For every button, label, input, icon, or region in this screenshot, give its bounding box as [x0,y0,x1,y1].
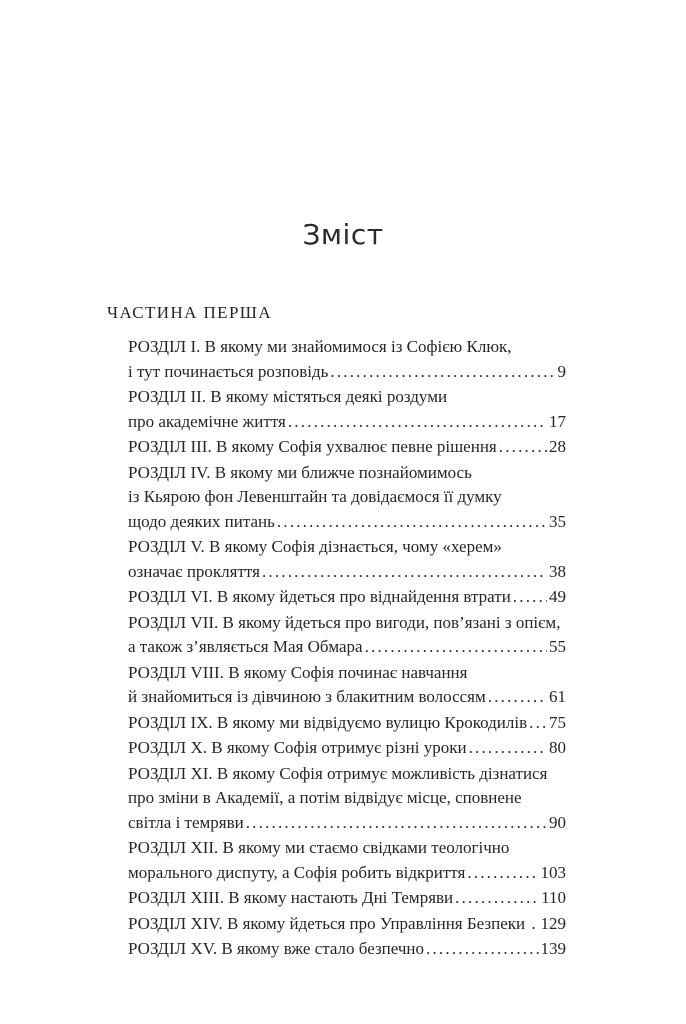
toc-entry-text: РОЗДІЛ X. В якому Софія отримує різні уроки [128,738,467,757]
dot-leader [497,435,547,460]
toc-entry-last-line [128,585,566,610]
dot-leader [529,912,538,937]
page-number: 129 [540,913,566,933]
toc-entry-text: й знайомиться із дівчиною з блакитним волоссям [128,687,486,706]
toc-entry-last-line [128,736,566,761]
dot-leader [328,360,555,385]
dot-leader [511,585,547,610]
dot-leader [260,560,547,585]
toc-entry-line: із Кьярою фон Левенштайн та довідаємося її думку [128,487,502,506]
toc-entry [107,711,566,736]
toc-entry-text: світла і темряви [128,812,244,832]
toc-list [107,335,566,962]
dot-leader [363,635,547,660]
toc-entry-text: і тут починається розповідь [128,361,329,381]
page-number: 38 [549,561,566,581]
part-heading: ЧАСТИНА ПЕРША [107,303,273,322]
dot-leader [465,861,538,886]
toc-entry-last-line [128,360,566,385]
toc-entry-last-line [128,435,566,460]
dot-leader [486,685,547,710]
toc-entry-last-line [128,811,566,836]
toc-entry-line: РОЗДІЛ XII. В якому ми стаємо свідками теологічно [128,838,510,857]
toc-entry [107,435,566,460]
toc-entry-last-line [128,886,566,911]
toc-entry [107,461,566,535]
page-number: 17 [549,411,566,431]
toc-entry [107,335,566,384]
dot-leader [275,510,547,535]
toc-entry-text: РОЗДІЛ III. В якому Софія ухвалює певне рішення [128,437,497,456]
toc-entry-line: РОЗДІЛ I. В якому ми знайомимося із Софією Клюк, [128,337,512,356]
toc-entry [107,912,566,937]
toc-entry-line: РОЗДІЛ XI. В якому Софія отримує можливість дізнатися [128,763,548,783]
dot-leader [453,886,539,911]
page-title: Зміст [302,218,384,251]
toc-entry-text: про академічне життя [128,411,286,431]
toc-entry-text: РОЗДІЛ XIII. В якому настають Дні Темряви [128,888,454,907]
toc-entry-line: РОЗДІЛ VIII. В якому Софія починає навчання [128,662,468,682]
toc-entry [107,611,566,660]
toc-entry-last-line [128,912,566,937]
toc-entry-text: РОЗДІЛ VI. В якому йдеться про віднайдення втрати [128,587,511,606]
toc-entry [107,836,566,885]
page-number: 55 [549,637,566,656]
page-number: 139 [540,939,566,958]
toc-entry-line: про зміни в Академії, а потім відвідує місце, сповнене [128,788,522,807]
page-number: 35 [549,511,566,531]
toc-entry-last-line [128,635,566,660]
toc-entry [107,585,566,610]
page-number: 90 [549,812,566,832]
toc-entry-line: РОЗДІЛ IV. В якому ми ближче познайомимось [128,462,472,482]
toc-entry [107,762,566,836]
toc-entry-line: РОЗДІЛ VII. В якому йдеться про вигоди, пов’язані з опієм, [128,612,561,632]
toc-entry-last-line [128,861,566,886]
toc-entry-text: означає прокляття [128,561,260,581]
toc-entry-text: РОЗДІЛ XIV. В якому йдеться про Управління Безпеки [128,913,530,933]
dot-leader [424,937,538,962]
page-number: 80 [549,738,566,757]
dot-leader [286,410,547,435]
toc-entry [107,886,566,911]
page-number: 28 [549,437,566,456]
toc-entry-line: РОЗДІЛ V. В якому Софія дізнається, чому «херем» [128,537,502,556]
toc-entry-last-line [128,711,566,736]
page-number: 103 [540,862,566,882]
toc-entry-text: щодо деяких питань [128,511,275,531]
toc-entry-last-line [128,937,566,962]
toc-entry [107,937,566,962]
toc-entry-last-line [128,560,566,585]
toc-entry-last-line [128,410,566,435]
page-number: 9 [557,361,566,381]
dot-leader [244,811,547,836]
toc-entry [107,385,566,434]
toc-content [107,301,566,963]
dot-leader [527,711,547,736]
dot-leader [467,736,547,761]
toc-entry-text: РОЗДІЛ XV. В якому вже стало безпечно [128,939,425,958]
toc-entry-text: а також з’являється Мая Обмара [128,637,363,656]
page-number: 110 [541,888,566,907]
page-number: 49 [549,587,566,606]
toc-entry-last-line [128,510,566,535]
toc-entry-last-line [128,685,566,710]
page-number: 75 [549,712,566,732]
toc-entry-line: РОЗДІЛ II. В якому містяться деякі роздуми [128,387,448,406]
toc-entry [107,661,566,710]
toc-entry [107,535,566,584]
toc-entry [107,736,566,761]
toc-entry-text: морального диспуту, а Софія робить відкриття [128,862,466,882]
toc-entry-text: РОЗДІЛ IX. В якому ми відвідуємо вулицю Крокодилів [128,712,528,732]
page-number: 61 [549,687,566,706]
